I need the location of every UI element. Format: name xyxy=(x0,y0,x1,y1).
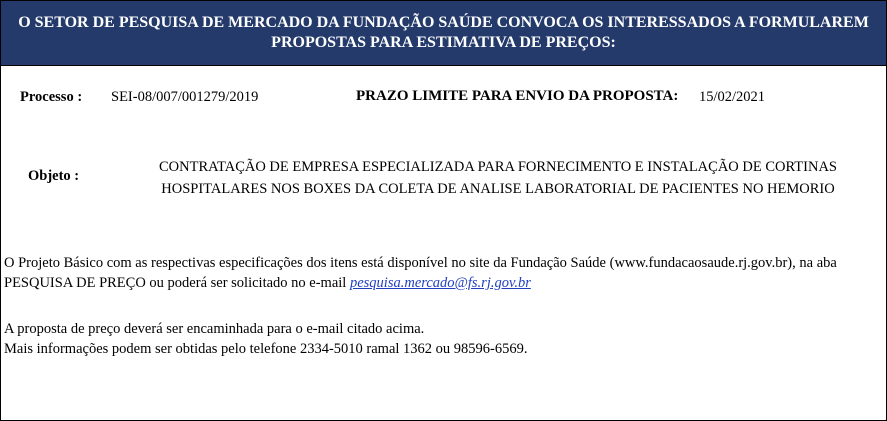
banner-title: O SETOR DE PESQUISA DE MERCADO DA FUNDAÇÃO SAÚDE CONVOCA OS INTERESSADOS A FORMULAREM PROPOSTAS PARA ESTIMATIVA DE PREÇOS: xyxy=(18,14,869,51)
info-text: O Projeto Básico com as respectivas especificações dos itens está disponível no site da Fundação Saúde (www.fundacaosaude.rj.gov.br), na aba PESQUISA DE PREÇO ou poderá ser solicitado no e-mail xyxy=(4,255,837,291)
processo-label: Processo : xyxy=(20,89,83,105)
contact-line-1: A proposta de preço deverá ser encaminhada para o e-mail citado acima. xyxy=(4,321,425,337)
prazo-label: PRAZO LIMITE PARA ENVIO DA PROPOSTA: xyxy=(356,88,679,104)
contact-paragraph xyxy=(4,319,884,359)
processo-value: SEI-08/007/001279/2019 xyxy=(111,89,259,105)
info-paragraph xyxy=(4,253,884,293)
objeto-label: Objeto : xyxy=(28,168,80,184)
header-banner xyxy=(1,1,886,66)
email-link[interactable]: pesquisa.mercado@fs.rj.gov.br xyxy=(349,275,531,291)
objeto-value: CONTRATAÇÃO DE EMPRESA ESPECIALIZADA PARA FORNECIMENTO E INSTALAÇÃO DE CORTINAS HOSPITALARES NOS BOXES DA COLETA DE ANALISE LABORATORIAL DE PACIENTES NO HEMORIO xyxy=(159,159,837,197)
contact-line-2: Mais informações podem ser obtidas pelo telefone 2334-5010 ramal 1362 ou 98596-6569. xyxy=(4,341,528,357)
prazo-value: 15/02/2021 xyxy=(699,89,766,105)
